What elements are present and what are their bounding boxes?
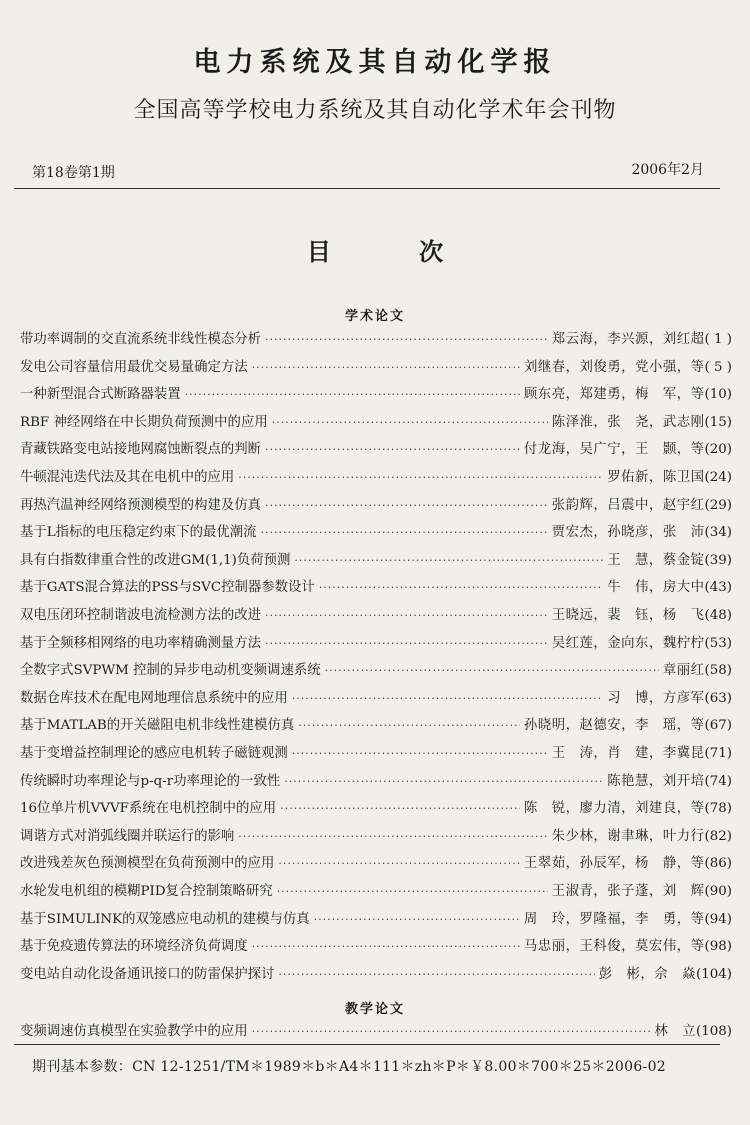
page-number: (15) (704, 414, 732, 430)
dot-leader (265, 443, 520, 456)
article-authors: 陈艳慧，刘开培 (607, 773, 705, 789)
article-title: 基于MATLAB的开关磁阻电机非线性建模仿真 (20, 718, 295, 734)
article-title: 变电站自动化设备通讯接口的防雷保护探讨 (20, 966, 275, 982)
toc-entry[interactable] (20, 742, 732, 764)
toc-entry[interactable] (20, 963, 732, 985)
dot-leader (292, 747, 548, 760)
page-number: (90) (704, 884, 732, 899)
toc-entry[interactable] (20, 1020, 732, 1042)
toc-entry[interactable] (20, 604, 732, 626)
article-authors: 付龙海，吴广宁，王 颢，等 (523, 442, 705, 458)
article-authors: 王翠茹，孙辰军，杨 静，等 (523, 856, 705, 872)
dot-leader (314, 913, 520, 926)
dot-leader (252, 940, 520, 953)
article-authors: 朱少林，谢聿琳，叶力行 (551, 828, 705, 844)
article-authors: 陈泽淮，张 尧，武志刚 (551, 414, 705, 430)
toc-entry[interactable] (20, 328, 732, 350)
page-number: (67) (704, 718, 732, 734)
article-title: 水轮发电机组的模糊PID复合控制策略研究 (20, 884, 273, 899)
article-title: 调谐方式对消弧线圈并联运行的影响 (20, 828, 235, 844)
dot-leader (265, 637, 548, 650)
dot-leader (319, 581, 603, 594)
section-heading: 教学论文 (344, 1002, 405, 1017)
toc-entry[interactable] (20, 383, 732, 405)
article-authors: 彭 彬，佘 焱 (598, 966, 696, 982)
dot-leader (252, 361, 520, 374)
toc-entry[interactable] (20, 438, 732, 460)
article-title: 发电公司容量信用最优交易量确定方法 (20, 359, 248, 375)
article-title: 数据仓库技术在配电网地理信息系统中的应用 (20, 690, 288, 706)
article-title: 16位单片机VVVF系统在电机控制中的应用 (20, 801, 277, 817)
toc-entry[interactable] (20, 714, 732, 736)
journal-subtitle: 全国高等学校电力系统及其自动化学术年会刊物 (133, 98, 617, 123)
article-title: 基于SIMULINK的双笼感应电动机的建模与仿真 (20, 911, 310, 927)
dot-leader (272, 416, 548, 429)
article-authors: 牛 伟，房大中 (607, 580, 705, 596)
page-number: (53) (704, 635, 732, 651)
page-number: (29) (704, 497, 732, 513)
dot-leader (292, 692, 603, 705)
page-number: (98) (704, 939, 732, 955)
page-number: (108) (695, 1024, 732, 1039)
article-title: 带功率调制的交直流系统非线性模态分析 (20, 332, 262, 347)
toc-entry[interactable] (20, 770, 732, 792)
article-authors: 罗佑新，陈卫国 (607, 470, 705, 485)
article-title: 基于免疫遗传算法的环境经济负荷调度 (20, 939, 248, 955)
article-authors: 林 立 (654, 1024, 696, 1039)
issue-date: 2006年2月 (631, 162, 704, 178)
contents-heading: 目 次 (306, 238, 484, 266)
article-authors: 习 博，方彦军 (607, 690, 705, 706)
article-authors: 吴红莲，金向东，魏柠柠 (551, 635, 705, 651)
page-number: ( 5 ) (704, 359, 732, 375)
article-title: 基于全频移相网络的电功率精确测量方法 (20, 635, 262, 651)
page-number: (71) (704, 746, 732, 761)
section-heading: 学术论文 (344, 309, 405, 324)
article-authors: 张韵辉，吕震中，赵宇红 (551, 497, 705, 513)
article-title: 再热汽温神经网络预测模型的构建及仿真 (20, 497, 262, 513)
toc-entry[interactable] (20, 549, 732, 571)
article-authors: 孙晓明，赵德安，李 瑶，等 (523, 718, 705, 734)
toc-entry[interactable] (20, 494, 732, 516)
article-title: 全数字式SVPWM 控制的异步电动机变频调速系统 (20, 663, 321, 679)
article-authors: 马忠丽，王科俊，莫宏伟，等 (523, 939, 705, 955)
page-number: (94) (704, 911, 732, 927)
dot-leader (284, 775, 603, 788)
article-title: 牛顿混沌迭代法及其在电机中的应用 (20, 470, 235, 485)
journal-parameters: 期刊基本参数：CN 12-1251/TM＊1989＊b＊A4＊111＊zh＊P＊￥8.00＊700＊25＊2006-02 (32, 1059, 666, 1075)
article-title: 基于L指标的电压稳定约束下的最优潮流 (20, 525, 257, 541)
page-number: (74) (704, 773, 732, 789)
dot-leader (325, 664, 659, 677)
article-authors: 顾东亮，郑建勇，梅 军，等 (523, 387, 705, 403)
article-title: 传统瞬时功率理论与p-q-r功率理论的一致性 (20, 773, 281, 789)
footer-rule (14, 1044, 720, 1045)
toc-entry[interactable] (20, 411, 732, 433)
page-number: ( 1 ) (704, 332, 732, 347)
toc-entry[interactable] (20, 935, 732, 957)
toc-entry[interactable] (20, 521, 732, 543)
page-number: (48) (704, 608, 732, 623)
dot-leader (261, 526, 548, 539)
article-authors: 周 玲，罗隆福，李 勇，等 (523, 911, 705, 927)
dot-leader (265, 333, 548, 346)
dot-leader (277, 885, 548, 898)
article-authors: 刘继春，刘俊勇，党小强，等 (523, 359, 705, 375)
dot-leader (265, 609, 548, 622)
dot-leader (278, 968, 594, 981)
toc-entry[interactable] (20, 908, 732, 930)
page-number: (24) (704, 470, 732, 485)
issue-info: 第18卷第1期 (32, 165, 115, 181)
toc-entry[interactable] (20, 880, 732, 902)
toc-entry[interactable] (20, 356, 732, 378)
toc-entry[interactable] (20, 825, 732, 847)
article-title: 一种新型混合式断路器装置 (20, 387, 181, 403)
dot-leader (280, 802, 520, 815)
page-number: (10) (704, 387, 732, 403)
toc-entry[interactable] (20, 659, 732, 681)
article-title: 基于变增益控制理论的感应电机转子磁链观测 (20, 746, 288, 761)
page-number: (78) (704, 801, 732, 817)
article-authors: 王 慧，蔡金锭 (607, 552, 705, 568)
page-number: (20) (704, 442, 732, 458)
dot-leader (252, 1025, 651, 1038)
article-title: RBF 神经网络在中长期负荷预测中的应用 (20, 414, 268, 430)
page-number: (39) (704, 552, 732, 568)
article-authors: 王淑青，张子蓬，刘 辉 (551, 884, 705, 899)
article-title: 基于GATS混合算法的PSS与SVC控制器参数设计 (20, 580, 315, 596)
article-title: 变频调速仿真模型在实验教学中的应用 (20, 1024, 248, 1039)
article-title: 改进残差灰色预测模型在负荷预测中的应用 (20, 856, 275, 872)
page-number: (58) (704, 663, 732, 679)
dot-leader (294, 554, 603, 567)
page-number: (63) (704, 690, 732, 706)
toc-entry[interactable] (20, 797, 732, 819)
article-title: 青藏铁路变电站接地网腐蚀断裂点的判断 (20, 442, 262, 458)
toc-entry[interactable] (20, 687, 732, 709)
article-authors: 王 涛，肖 建，李冀昆 (551, 746, 705, 761)
dot-leader (185, 388, 520, 401)
journal-title: 电力系统及其自动化学报 (193, 47, 557, 78)
page-number: (86) (704, 856, 732, 872)
article-title: 具有白指数律重合性的改进GM(1,1)负荷预测 (20, 552, 291, 568)
article-authors: 王晓远，裴 钰，杨 飞 (551, 608, 705, 623)
article-authors: 郑云海，李兴源，刘红超 (551, 332, 705, 347)
article-title: 双电压闭环控制谐波电流检测方法的改进 (20, 608, 262, 623)
page-number: (104) (695, 966, 732, 982)
article-authors: 陈 锐，廖力清，刘建良，等 (523, 801, 705, 817)
page-number: (82) (704, 828, 732, 844)
toc-entry[interactable] (20, 852, 732, 874)
dot-leader (265, 499, 548, 512)
toc-entry[interactable] (20, 576, 732, 598)
dot-leader (278, 857, 520, 870)
dot-leader (298, 719, 520, 732)
page-number: (43) (704, 580, 732, 596)
article-authors: 章丽红 (662, 663, 705, 679)
page-number: (34) (704, 525, 732, 541)
dot-leader (238, 830, 547, 843)
header-rule (14, 188, 720, 189)
toc-entry[interactable] (20, 632, 732, 654)
dot-leader (238, 471, 603, 484)
article-authors: 贾宏杰，孙晓彦，张 沛 (551, 525, 705, 541)
toc-entry[interactable] (20, 466, 732, 488)
